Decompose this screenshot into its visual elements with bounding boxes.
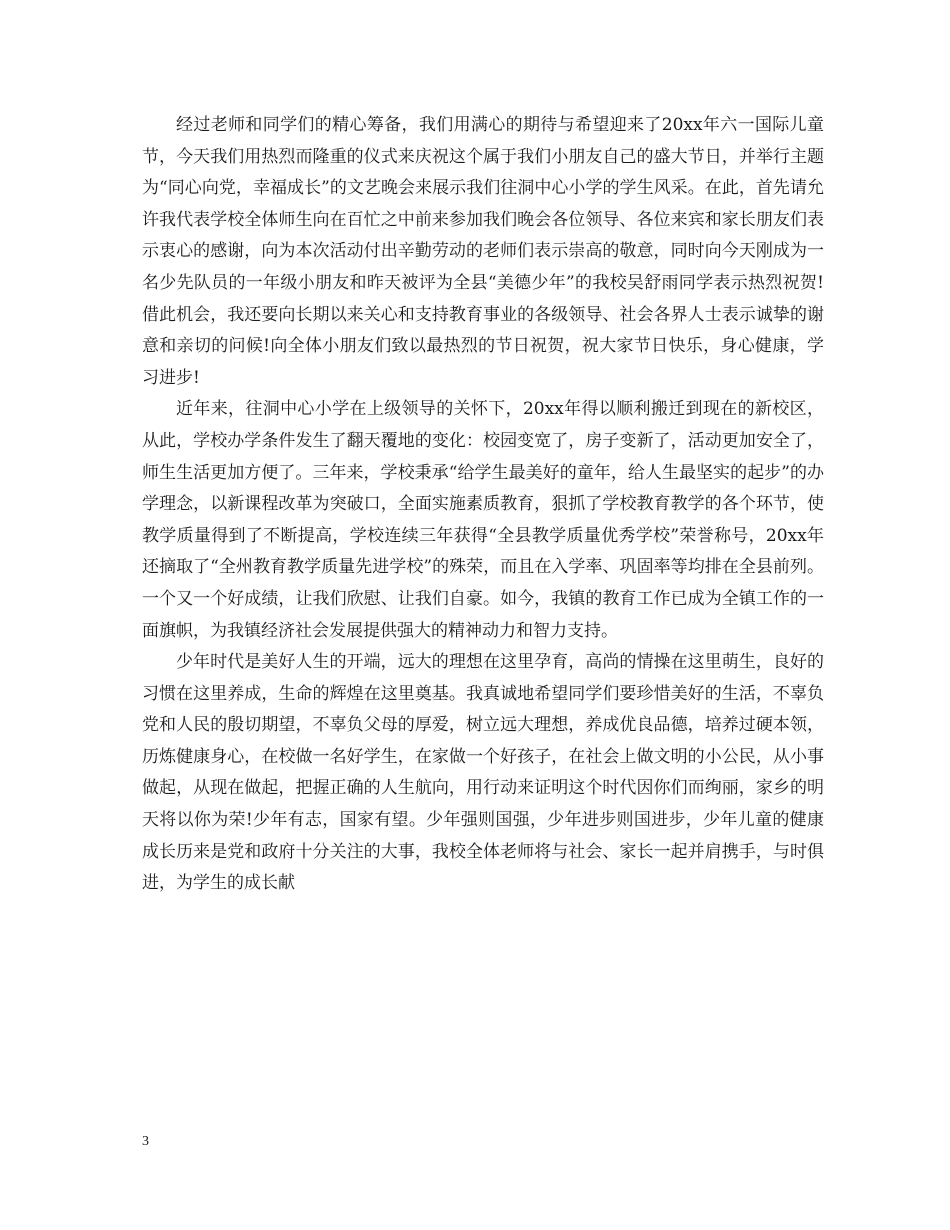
paragraph-opening: 经过老师和同学们的精心筹备，我们用满心的期待与希望迎来了20xx年六一国际儿童节，今天我们用热烈而隆重的仪式来庆祝这个属于我们小朋友自己的盛大节日，并举行主题为“同心向党，幸福成长”的文艺晚会来展示我们往洞中心小学的学生风采。在此，首先请允许我代表学校全体师生向在百忙之中前来参加我们晚会各位领导、各位来宾和家长朋友们表示衷心的感谢，向为本次活动付出辛勤劳动的老师们表示崇高的敬意，同时向今天刚成为一名少先队员的一年级小朋友和昨天被评为全县“美德少年”的我校吴舒雨同学表示热烈祝贺!借此机会，我还要向长期以来关心和支持教育事业的各级领导、社会各界人士表示诚挚的谢意和亲切的问候!向全体小朋友们致以最热烈的节日祝贺，祝大家节日快乐，身心健康，学习进步! bbox=[142, 115, 824, 388]
paragraph-youth-aspiration: 少年时代是美好人生的开端，远大的理想在这里孕育，高尚的情操在这里萌生，良好的习惯在这里养成，生命的辉煌在这里奠基。我真诚地希望同学们要珍惜美好的生活，不辜负党和人民的殷切期望，不辜负父母的厚爱，树立远大理想，养成优良品德，培养过硬本领，历炼健康身心，在校做一名好学生，在家做一个好孩子，在社会上做文明的小公民，从小事做起，从现在做起，把握正确的人生航向，用行动来证明这个时代因你们而绚丽，家乡的明天将以你为荣!少年有志，国家有望。少年强则国强，少年进步则国进步，少年儿童的健康成长历来是党和政府十分关注的大事，我校全体老师将与社会、家长一起并肩携手，与时俱进，为学生的成长献 bbox=[142, 652, 824, 894]
document-body bbox=[142, 110, 824, 900]
paragraph-school-development: 近年来，往洞中心小学在上级领导的关怀下，20xx年得以顺利搬迁到现在的新校区，从此，学校办学条件发生了翻天覆地的变化：校园变宽了，房子变新了，活动更加安全了，师生生活更加方便了。三年来，学校秉承“给学生最美好的童年，给人生最坚实的起步”的办学理念，以新课程改革为突破口，全面实施素质教育，狠抓了学校教育教学的各个环节，使教学质量得到了不断提高，学校连续三年获得“全县教学质量优秀学校”荣誉称号，20xx年还摘取了“全州教育教学质量先进学校”的殊荣，而且在入学率、巩固率等均排在全县前列。一个又一个好成绩，让我们欣慰、让我们自豪。如今，我镇的教育工作已成为全镇工作的一面旗帜，为我镇经济社会发展提供强大的精神动力和智力支持。 bbox=[142, 399, 824, 641]
page-number: 3 bbox=[142, 1134, 149, 1149]
